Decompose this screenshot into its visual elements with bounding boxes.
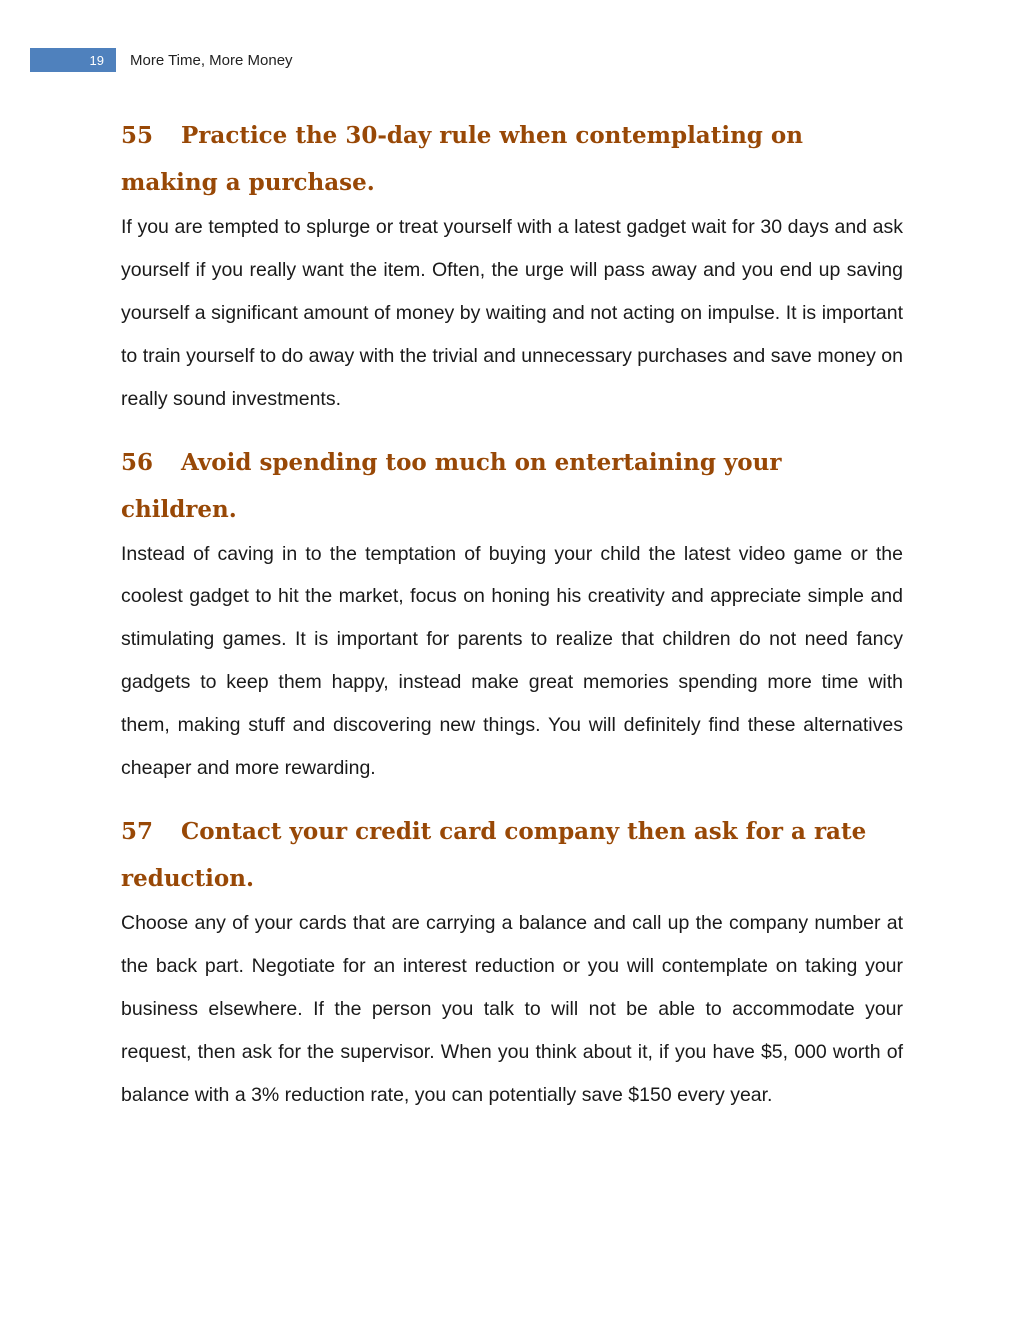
section-heading: [121, 112, 903, 206]
section-heading: [121, 439, 903, 533]
page-header: [30, 48, 293, 72]
section-title: Contact your credit card company then ask for a rate reduction.: [121, 817, 867, 892]
section-body: If you are tempted to splurge or treat yourself with a latest gadget wait for 30 days and ask yourself if you really want the item. Often, the urge will pass away and you end up saving yourself a significant amount of money by waiting and not acting on impulse. It is important to train yourself to do away with the trivial and unnecessary purchases and save money on really sound investments.: [121, 216, 903, 410]
section-number: 56: [121, 448, 154, 476]
running-title: More Time, More Money: [130, 51, 293, 69]
section-57: [121, 808, 903, 1117]
section-body: Choose any of your cards that are carrying a balance and call up the company number at the back part. Negotiate for an interest reduction or you will contemplate on taking your business elsewhere. If the person you talk to will not be able to accommodate your request, then ask for the supervisor. When you think about it, if you have $5, 000 worth of balance with a 3% reduction rate, you can potentially save $150 every year.: [121, 911, 903, 1106]
section-title: Avoid spending too much on entertaining your children.: [121, 448, 782, 523]
section-number: 55: [121, 122, 154, 149]
section-55: [121, 112, 903, 421]
section-body: Instead of caving in to the temptation of buying your child the latest video game or the coolest gadget to hit the market, focus on honing his creativity and appreciate simple and stimulating games. It is important for parents to realize that children do not need fancy gadgets to keep them happy, instead make great memories spending more time with them, making stuff and discovering new things. You will definitely find these alternatives cheaper and more rewarding.: [121, 542, 903, 780]
section-number: 57: [121, 817, 154, 845]
page-content: [121, 112, 903, 1135]
section-56: [121, 439, 903, 790]
page-number: 19: [30, 48, 118, 72]
section-heading: [121, 808, 903, 902]
section-title: Practice the 30-day rule when contemplating on making a purchase.: [121, 122, 803, 196]
